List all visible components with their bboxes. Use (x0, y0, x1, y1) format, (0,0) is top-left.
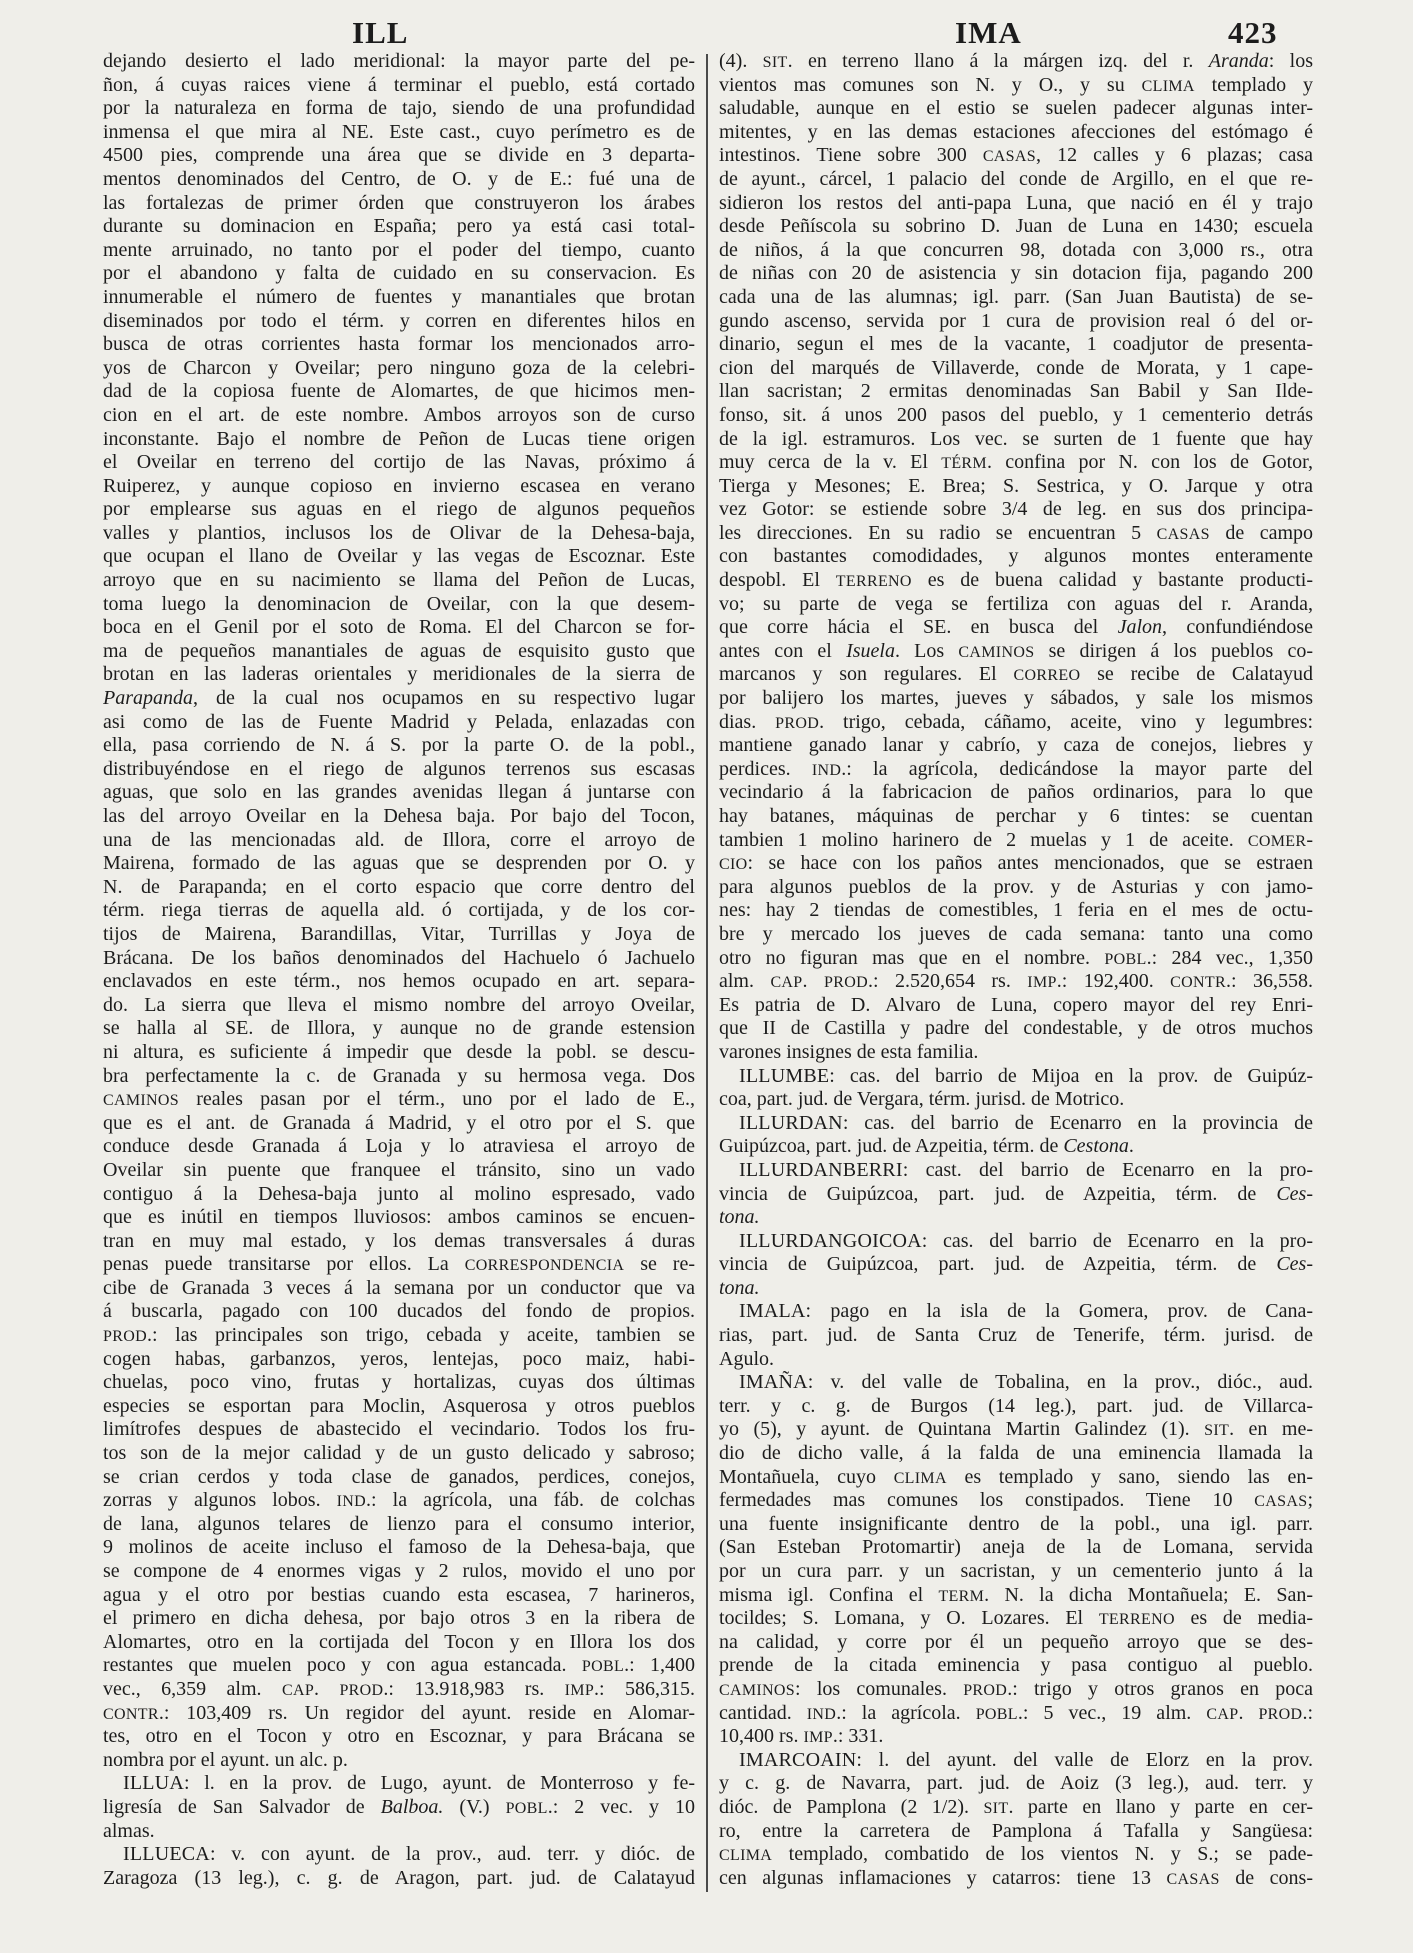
text-line: vo; su parte de vega se fertiliza con aguas del r. Aranda, (719, 592, 1313, 615)
dictionary-entry (719, 1112, 1313, 1159)
text-line: vincia de Guipúzcoa, part. jud. de Azpeitia, térm. de Ces- (719, 1253, 1313, 1276)
text-line: el primero en dicha dehesa, por bajo otros 3 en la ribera de (103, 1607, 695, 1630)
text-line: hay batanes, máquinas de perchar y 6 tintes: se cuentan (719, 805, 1313, 827)
text-line: CLIMA templado, combatido de los vientos N. y S.; se pade- (719, 1843, 1313, 1866)
dictionary-entry (103, 1843, 695, 1890)
small-caps-term: TERRENO (1098, 1611, 1175, 1629)
text-line: el Oveilar en terreno del cortijo de las Navas, próximo á (103, 451, 695, 474)
text-line: fonso, sit. á unos 200 pasos del pueblo, y 1 cementerio detrás (719, 403, 1313, 426)
text-line: vez Gotor: se estiende sobre 3/4 de leg. en sus dos principa- (719, 498, 1313, 521)
text-line: especies se esportan para Moclin, Asquerosa y otros pueblos (103, 1394, 695, 1417)
italic-place-name: Parapanda (103, 687, 193, 710)
entry-headword: IMAÑA (739, 1371, 808, 1394)
text-line: que corre hácia el SE. en busca del Jalon, confundiéndose (719, 616, 1313, 639)
text-line: á buscarla, pagado con 100 ducados del fondo de propios. (103, 1300, 695, 1323)
text-line: por un cura parr. y un sacristan, y un cementerio junto á la (719, 1560, 1313, 1582)
entry-headword: IMALA (739, 1300, 806, 1323)
text-line: nes: hay 2 tiendas de comestibles, 1 feria en el mes de octu- (719, 899, 1313, 922)
text-line: tambien 1 molino harinero de 2 muelas y 1 de aceite. COMER- (719, 828, 1313, 851)
dictionary-entry (719, 1065, 1313, 1112)
text-line: prende de la citada eminencia y pasa contiguo al pueblo. (719, 1654, 1313, 1677)
text-line: marcanos y son regulares. El CORREO se recibe de Calatayud (719, 663, 1313, 686)
text-line: fermedades mas comunes los constipados. Tiene 10 CASAS; (719, 1489, 1313, 1512)
text-line: gundo ascenso, servida por 1 cura de provision real ó del or- (719, 309, 1313, 332)
text-line: sidieron los restos del anti-papa Luna, que nació en él y trajo (719, 191, 1313, 214)
running-head-left: ILL (352, 15, 409, 50)
small-caps-term: CASAS (1166, 1870, 1220, 1888)
text-line: nombra por el ayunt. un alc. p. (103, 1748, 348, 1771)
text-line: cibe de Granada 3 veces á la semana por un conductor que va (103, 1276, 695, 1299)
small-caps-term: CAMINOS (719, 1681, 796, 1699)
small-caps-term: CAMINOS (958, 643, 1035, 661)
text-line: ILLUMBE: cas. del barrio de Mijoa en la prov. de Guipúz- (739, 1064, 1313, 1087)
text-line: CONTR.: 103,409 rs. Un regidor del ayunt. reside en Alomar- (103, 1701, 695, 1724)
small-caps-term: TERM (938, 1587, 985, 1605)
text-line: muy cerca de la v. El TÉRM. confina por N. con los de Gotor, (719, 451, 1313, 474)
text-line: de niños, á la que concurren 98, dotada con 3,000 rs., otra (719, 238, 1313, 261)
text-line: Ruiperez, y aunque copioso en invierno escasea en verano (103, 474, 695, 497)
text-line: las fortalezas de primer órden que construyeron los árabes (103, 191, 695, 214)
text-line: Zaragoza (13 leg.), c. g. de Aragon, part. jud. de Calatayud (103, 1866, 695, 1889)
text-line: dejando desierto el lado meridional: la mayor parte del pe- (103, 50, 695, 72)
text-line: ñon, á cuyas raices viene á terminar el pueblo, está cortado (103, 73, 695, 96)
text-line: enclavados en este térm., nos hemos ocupado en art. separa- (103, 970, 695, 993)
text-line: dinario, segun el mes de la vacante, 1 coadjutor de presenta- (719, 333, 1313, 356)
text-line: almas. (103, 1819, 155, 1842)
text-line: IMAÑA: v. del valle de Tobalina, en la prov., dióc., aud. (739, 1371, 1313, 1394)
text-line: se compone de 4 enormes vigas y 2 rulos, movido el uno por (103, 1560, 695, 1582)
text-line: durante su dominacion en España; pero ya está casi total- (103, 215, 695, 238)
text-line: bre y mercado los jueves de cada semana: tanto una como (719, 922, 1313, 945)
text-line: aguas, que solo en las grandes avenidas llegan á juntarse con (103, 781, 695, 804)
small-caps-term: IMP (564, 1681, 595, 1699)
small-caps-term: SIT (983, 1799, 1009, 1817)
text-line: IMARCOAIN: l. del ayunt. del valle de Elorz en la prov. (739, 1748, 1313, 1771)
text-line: N. de Parapanda; en el corto espacio que corre dentro del (103, 875, 695, 898)
text-line: por balijero los martes, jueves y sábados, y sale los mismos (719, 687, 1313, 710)
text-line: Montañuela, cuyo CLIMA es templado y sano, siendo las en- (719, 1465, 1313, 1488)
dictionary-entry (103, 50, 695, 1772)
text-line: desde Peñíscola su sobrino D. Juan de Luna en 1430; escuela (719, 215, 1313, 238)
small-caps-term: CAP (281, 1681, 315, 1699)
small-caps-term: SIT (762, 54, 788, 71)
text-line: tes, otro en el Tocon y otro en Escoznar, y para Brácana se (103, 1725, 695, 1748)
small-caps-term: PROD (963, 1681, 1008, 1699)
running-head-right: IMA (955, 15, 1022, 50)
italic-place-name: Ces- (1276, 1253, 1313, 1276)
entry-headword: ILLUMBE (739, 1064, 830, 1087)
text-line: ILLUA: l. en la prov. de Lugo, ayunt. de Monterroso y fe- (123, 1772, 695, 1795)
text-line: cogen habas, garbanzos, yeros, lentejas, poco maiz, habi- (103, 1347, 695, 1370)
text-line: vecindario á la fabricacion de paños ordinarios, para lo que (719, 781, 1313, 804)
text-line: intestinos. Tiene sobre 300 CASAS, 12 calles y 6 plazas; casa (719, 144, 1313, 167)
text-line (719, 1206, 1313, 1230)
italic-place-name: Balboa. (380, 1795, 444, 1818)
text-line: 4500 pies, comprende una área que se divide en 3 departa- (103, 144, 695, 167)
italic-place-name: tona. (719, 1276, 760, 1299)
text-line: (4). SIT. en terreno llano á la márgen izq. del r. Aranda: los (719, 50, 1313, 72)
text-line: IMALA: pago en la isla de la Gomera, prov. de Cana- (739, 1300, 1313, 1323)
small-caps-term: CAP (770, 974, 803, 992)
text-line: cion en el art. de este nombre. Ambos arroyos son de curso (103, 403, 695, 426)
small-caps-term: PROD (103, 1328, 147, 1346)
text-line: Mairena, formado de las aguas que se desprenden por O. y (103, 852, 695, 875)
entry-headword: ILLUA (123, 1772, 184, 1795)
text-line: do. La sierra que lleva el mismo nombre del arroyo Oveilar, (103, 993, 695, 1016)
text-line: ILLURDANBERRI: cast. del barrio de Ecenarro en la pro- (739, 1158, 1313, 1181)
text-line: ma de pequeños manantiales de aguas de esquisito gusto que (103, 639, 695, 662)
italic-place-name: tona. (719, 1206, 760, 1229)
dictionary-entry (719, 1371, 1313, 1749)
text-line: ro, entre la carretera de Pamplona á Tafalla y Sangüesa: (719, 1819, 1313, 1842)
small-caps-term: IND (811, 761, 842, 779)
text-line: (San Esteban Protomartir) aneja de la de Lomana, servida (719, 1536, 1313, 1559)
small-caps-term: COMER (1247, 832, 1307, 850)
small-caps-term: POBL (975, 1705, 1018, 1723)
small-caps-term: CLIMA (1141, 77, 1195, 95)
text-line: perdices. IND.: la agrícola, dedicándose la mayor parte del (719, 757, 1313, 780)
small-caps-term: IMP (1027, 974, 1057, 992)
text-line: dióc. de Pamplona (2 1/2). SIT. parte en llano y parte en cer- (719, 1795, 1313, 1818)
text-line: distribuyéndose en el riego de algunos terrenos sus escasas (103, 757, 695, 780)
small-caps-term: CIO (719, 856, 748, 874)
text-line: Parapanda, de la cual nos ocupamos en su respectivo lugar (103, 687, 695, 710)
text-line: inconstante. Bajo el nombre de Peñon de Lucas tiene origen (103, 427, 695, 450)
text-line: con bastantes comodidades, y algunos montes enteramente (719, 545, 1313, 568)
text-line: Tierga y Mesones; E. Brea; S. Sestrica, y O. Jarque y otra (719, 474, 1313, 497)
text-line: inmensa el que mira al NE. Este cast., cuyo perímetro es de (103, 120, 695, 143)
left-text-column (103, 50, 695, 1902)
text-line: dio de dicho valle, á la falda de una eminencia llamada la (719, 1442, 1313, 1465)
text-line: ILLURDAN: cas. del barrio de Ecenarro en la provincia de (739, 1111, 1313, 1134)
text-line: limítrofes despues de abastecido el vecindario. Todos los fru- (103, 1418, 695, 1441)
small-caps-term: IND (806, 1705, 837, 1723)
text-line: bra perfectamente la c. de Granada y su hermosa vega. Dos (103, 1064, 695, 1087)
small-caps-term: POBL (505, 1799, 548, 1817)
text-line: na calidad, y corre por él un pequeño arroyo que se des- (719, 1630, 1313, 1653)
text-line: terr. y c. g. de Burgos (14 leg.), part. jud. de Villarca- (719, 1394, 1313, 1417)
text-line: por la naturaleza en forma de tajo, siendo de una profundidad (103, 97, 695, 120)
text-line: mantiene ganado lanar y cabrío, y caza de conejos, liebres y (719, 734, 1313, 757)
text-line: se halla al SE. de Illora, y aunque no de grande estension (103, 1017, 695, 1040)
text-line: cen algunas inflamaciones y catarros: tiene 13 CASAS de cons- (719, 1866, 1313, 1889)
text-line: Oveilar sin puente que franquee el tránsito, sino un vado (103, 1158, 695, 1181)
dictionary-entry (719, 1159, 1313, 1230)
text-line: misma igl. Confina el TERM. N. la dicha Montañuela; E. San- (719, 1583, 1313, 1606)
dictionary-entry (719, 1300, 1313, 1371)
text-line: ligresía de San Salvador de Balboa. (V.) POBL.: 2 vec. y 10 (103, 1795, 695, 1818)
entry-headword: ILLURDAN (739, 1111, 843, 1134)
text-line: que II de Castilla y padre del condestable, y de otros muchos (719, 1017, 1313, 1040)
italic-place-name: Aranda (1208, 50, 1269, 72)
text-line: ILLURDANGOICOA: cas. del barrio de Ecenarro en la pro- (739, 1229, 1313, 1252)
text-line: arroyo que en su nacimiento se llama del Peñon de Lucas, (103, 569, 695, 592)
text-line: ILLUECA: v. con ayunt. de la prov., aud. terr. y dióc. de (123, 1843, 695, 1866)
italic-place-name: Ces- (1276, 1182, 1313, 1205)
text-line: mente arruinado, no tanto por el poder del tiempo, cuanto (103, 238, 695, 261)
text-line: antes con el Isuela. Los CAMINOS se dirigen á los pueblos co- (719, 639, 1313, 662)
small-caps-term: POBL (581, 1658, 625, 1676)
text-line: varones insignes de esta familia. (719, 1040, 979, 1063)
text-line: asi como de las de Fuente Madrid y Pelada, enlazadas con (103, 710, 695, 733)
small-caps-term: CASAS (1156, 525, 1210, 543)
text-line: vincia de Guipúzcoa, part. jud. de Azpeitia, térm. de Ces- (719, 1182, 1313, 1205)
text-line: vientos mas comunes son N. y O., y su CLIMA templado y (719, 73, 1313, 96)
small-caps-term: CONTR (103, 1705, 159, 1723)
text-line: restantes que muelen poco y con agua estancada. POBL.: 1,400 (103, 1654, 695, 1677)
text-line: CAMINOS: los comunales. PROD.: trigo y otros granos en poca (719, 1677, 1313, 1700)
text-line: llan sacristan; 2 ermitas denominadas San Babil y San Ilde- (719, 380, 1313, 403)
dictionary-entry (719, 50, 1313, 1065)
text-line: otro no figuran mas que en el nombre. POBL.: 284 vec., 1,350 (719, 946, 1313, 969)
small-caps-term: CASAS (982, 148, 1036, 166)
text-line: yo (5), y ayunt. de Quintana Martin Galindez (1). SIT. en me- (719, 1418, 1313, 1441)
text-line: penas puede transitarse por ellos. La CORRESPONDENCIA se re- (103, 1253, 695, 1276)
small-caps-term: PROD (1258, 1705, 1303, 1723)
text-line: coa, part. jud. de Vergara, térm. jurisd. de Motrico. (719, 1088, 1125, 1111)
text-line: innumerable el número de fuentes y manantiales que brotan (103, 285, 695, 308)
text-line: vec., 6,359 alm. CAP. PROD.: 13.918,983 rs. IMP.: 586,315. (103, 1677, 695, 1700)
text-line: de ayunt., cárcel, 1 palacio del conde de Argillo, en el que re- (719, 167, 1313, 190)
small-caps-term: CAMINOS (103, 1092, 180, 1110)
text-line: de lana, algunos telares de lienzo para el consumo interior, (103, 1512, 695, 1535)
italic-place-name: Cestona (1063, 1135, 1129, 1158)
text-line: tran en muy mal estado, y los demas transversales á duras (103, 1229, 695, 1252)
text-line: Brácana. De los baños denominados del Hachuelo ó Jachuelo (103, 946, 695, 969)
small-caps-term: SIT (1204, 1422, 1230, 1440)
text-line: 9 molinos de aceite incluso el famoso de la Dehesa-baja, que (103, 1536, 695, 1559)
text-line: Agulo. (719, 1347, 774, 1370)
dictionary-entry (719, 1749, 1313, 1891)
text-line: dad de la copiosa fuente de Alomartes, de que hicimos men- (103, 380, 695, 403)
text-line: para algunos pueblos de la prov. y de Asturias y con jamo- (719, 875, 1313, 898)
text-line: Guipúzcoa, part. jud. de Azpeitia, térm. de Cestona. (719, 1135, 1134, 1158)
small-caps-term: CAP (1206, 1705, 1239, 1723)
text-line: cantidad. IND.: la agrícola. POBL.: 5 vec., 19 alm. CAP. PROD.: (719, 1701, 1313, 1724)
text-line: busca de otras corrientes hasta formar los mencionados arro- (103, 333, 695, 356)
text-line: de la igl. estramuros. Los vec. se surten de 1 fuente que hay (719, 427, 1313, 450)
text-line: diseminados por todo el térm. y corren en diferentes hilos en (103, 309, 695, 332)
text-line: que ocupan el llano de Oveilar y las vegas de Escoznar. Este (103, 545, 695, 568)
text-line: contiguo á la Dehesa-baja junto al molino espresado, vado (103, 1182, 695, 1205)
text-line: por el abandono y falta de cuidado en su conservacion. Es (103, 262, 695, 285)
italic-place-name: Jalon (1117, 616, 1163, 639)
text-line: CAMINOS reales pasan por el térm., uno por el lado de E., (103, 1088, 695, 1111)
small-caps-term: IMP (803, 1729, 833, 1747)
text-line: tos son de la mejor calidad y de un gusto delicado y sabroso; (103, 1442, 695, 1465)
column-rule (706, 54, 708, 1892)
text-line: cion del marqués de Villaverde, conde de Morata, y 1 cape- (719, 356, 1313, 379)
text-line: dias. PROD. trigo, cebada, cáñamo, aceite, vino y legumbres: (719, 710, 1313, 733)
text-line: mentos denominados del Centro, de O. y de E.: fué una de (103, 167, 695, 190)
right-text-column (719, 50, 1313, 1902)
text-line: rias, part. jud. de Santa Cruz de Tenerife, térm. jurisd. de (719, 1324, 1313, 1347)
entry-headword: ILLURDANGOICOA (739, 1229, 922, 1252)
text-line: que es inútil en tiempos lluviosos: ambos caminos se encuen- (103, 1206, 695, 1229)
text-line: zorras y algunos lobos. IND.: la agrícola, una fáb. de colchas (103, 1489, 695, 1512)
text-line: se crian cerdos y toda clase de ganados, perdices, conejos, (103, 1465, 695, 1488)
dictionary-entry (103, 1772, 695, 1843)
italic-place-name: Isuela (846, 639, 895, 662)
small-caps-term: CONTR (1170, 974, 1226, 992)
text-line: por emplearse sus aguas en el riego de algunos pequeños (103, 498, 695, 521)
text-line: Es patria de D. Alvaro de Luna, copero mayor del rey Enri- (719, 993, 1313, 1016)
text-line: toma luego la denominacion de Oveilar, con la que desem- (103, 592, 695, 615)
text-line: una de las mencionadas ald. de Illora, corre el arroyo de (103, 828, 695, 851)
text-line: despobl. El TERRENO es de buena calidad y bastante producti- (719, 569, 1313, 592)
text-line: las del arroyo Oveilar en la Dehesa baja. Por bajo del Tocon, (103, 805, 695, 827)
text-line: les direcciones. En su radio se encuentran 5 CASAS de campo (719, 521, 1313, 544)
text-line: y c. g. de Navarra, part. jud. de Aoiz (3 leg.), aud. terr. y (719, 1772, 1313, 1795)
text-line: ni altura, es suficiente á impedir que desde la pobl. se descu- (103, 1040, 695, 1063)
text-line: Alomartes, otro en la cortijada del Tocon y en Illora los dos (103, 1630, 695, 1653)
text-line (719, 1277, 1313, 1301)
text-line: boca en el Genil por el soto de Roma. El del Charcon se for- (103, 616, 695, 639)
text-line: que es el ant. de Granada á Madrid, y el otro por el S. que (103, 1111, 695, 1134)
text-line: térm. riega tierras de aquella ald. ó cortijada, y de los cor- (103, 899, 695, 922)
text-line: yos de Charcon y Oveilar; pero ninguno goza de la celebri- (103, 356, 695, 379)
text-line: ella, pasa corriendo de N. á S. por la parte O. de la pobl., (103, 734, 695, 757)
small-caps-term: CORREO (1013, 667, 1081, 685)
small-caps-term: PROD (775, 714, 820, 732)
dictionary-entry (719, 1230, 1313, 1301)
page-number: 423 (1228, 15, 1278, 50)
text-line: alm. CAP. PROD.: 2.520,654 rs. IMP.: 192,400. CONTR.: 36,558. (719, 970, 1313, 993)
small-caps-term: CLIMA (719, 1847, 773, 1865)
small-caps-term: CORRESPONDENCIA (464, 1257, 625, 1275)
text-line: de niñas con 20 de asistencia y sin dotacion fija, pagando 200 (719, 262, 1313, 285)
small-caps-term: TERRENO (835, 573, 912, 591)
text-line: conduce desde Granada á Loja y lo atraviesa el arroyo de (103, 1135, 695, 1158)
text-line: PROD.: las principales son trigo, cebada y aceite, tambien se (103, 1324, 695, 1347)
text-line: agua y el otro por bestias cuando esta escasea, 7 harineros, (103, 1583, 695, 1606)
entry-headword: IMARCOAIN (739, 1748, 857, 1771)
small-caps-term: POBL (1104, 950, 1147, 968)
text-line: 10,400 rs. IMP.: 331. (719, 1725, 884, 1748)
small-caps-term: TÉRM (941, 455, 987, 473)
text-line: saludable, aunque en el estio se suelen padecer algunas inter- (719, 97, 1313, 120)
text-line: valles y plantios, inclusos los de Olivar de la Dehesa-baja, (103, 521, 695, 544)
text-line: CIO: se hace con los paños antes mencionados, que se estraen (719, 852, 1313, 875)
small-caps-term: PROD (339, 1681, 384, 1699)
text-line: mitentes, y en las demas estaciones afecciones del estómago é (719, 120, 1313, 143)
text-line: chuelas, poco vino, frutas y hortalizas, cuyas dos últimas (103, 1371, 695, 1394)
text-line: tocildes; S. Lomana, y O. Lozares. El TERRENO es de media- (719, 1607, 1313, 1630)
text-line: tijos de Mairena, Barandillas, Vitar, Turrillas y Joya de (103, 922, 695, 945)
small-caps-term: CASAS (1254, 1493, 1308, 1511)
text-line: cada una de las alumnas; igl. parr. (San Juan Bautista) de se- (719, 285, 1313, 308)
small-caps-term: CLIMA (893, 1469, 947, 1487)
text-line: brotan en las laderas orientales y meridionales de la sierra de (103, 663, 695, 686)
text-line: una fuente insignificante dentro de la pobl., una igl. parr. (719, 1512, 1313, 1535)
entry-headword: ILLUECA (123, 1843, 210, 1866)
small-caps-term: PROD (823, 974, 868, 992)
entry-headword: ILLURDANBERRI (739, 1158, 903, 1181)
small-caps-term: IND (336, 1493, 367, 1511)
